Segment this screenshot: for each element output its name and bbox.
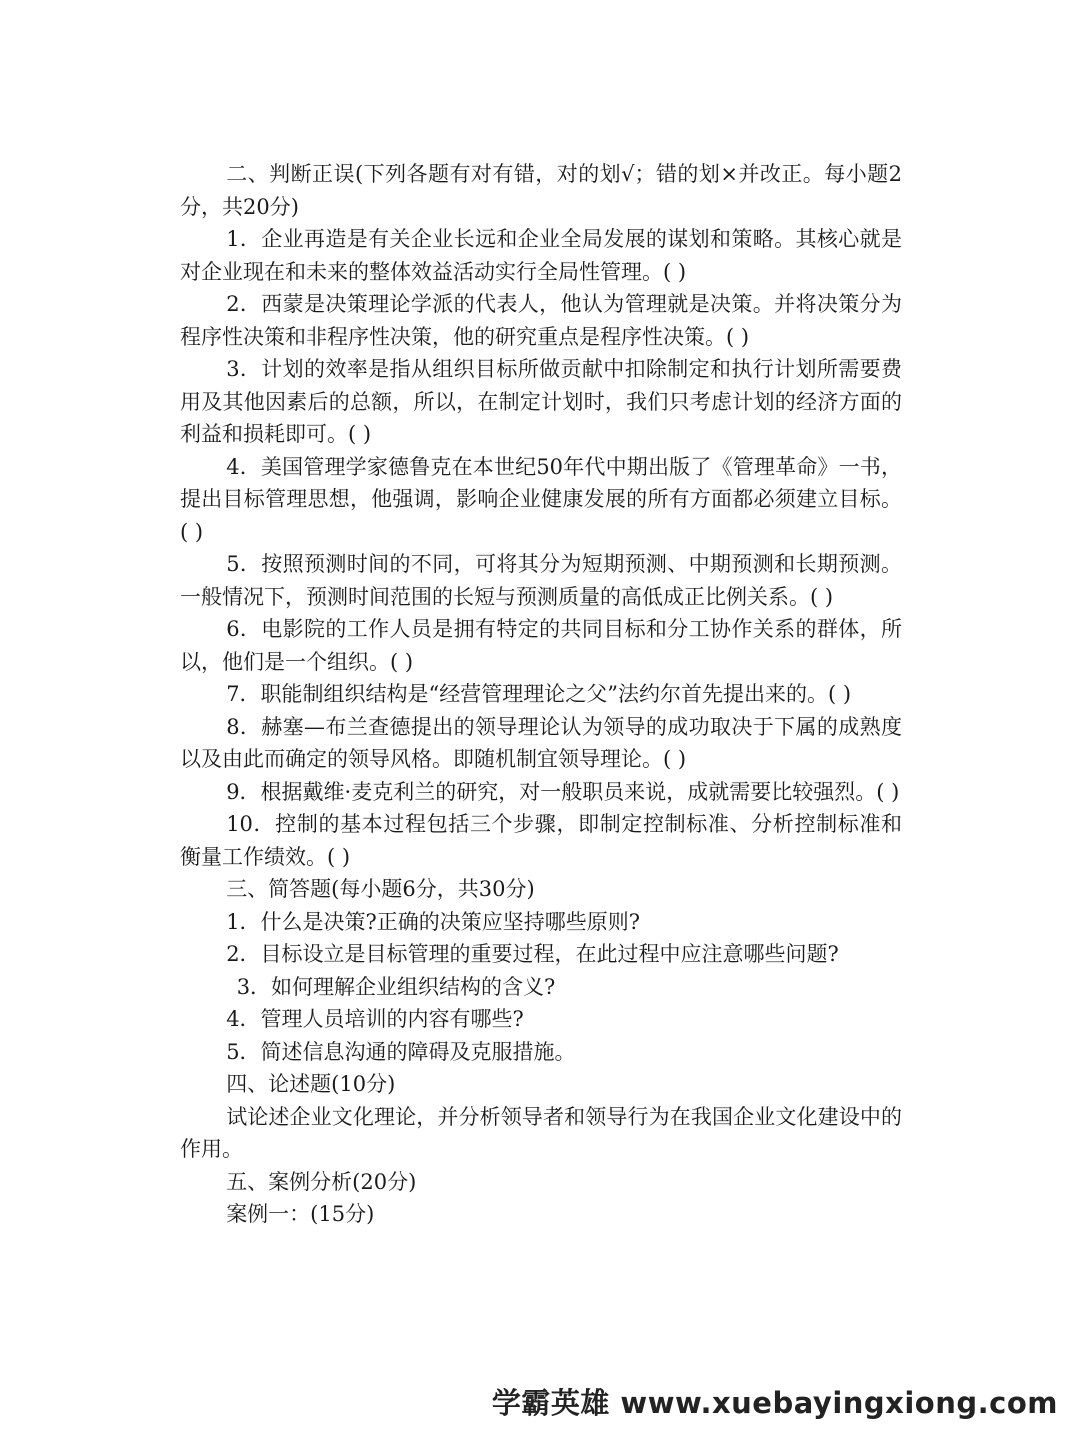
- section2-heading: 二、判断正误(下列各题有对有错，对的划√；错的划×并改正。每小题2分，共20分): [180, 162, 902, 219]
- section2-item-6: 6．电影院的工作人员是拥有特定的共同目标和分工协作关系的群体，所以，他们是一个组织。( ): [180, 617, 902, 674]
- section3-heading: 三、简答题(每小题6分，共30分): [226, 877, 535, 901]
- section4-heading: 四、论述题(10分): [226, 1072, 396, 1096]
- section2-item-10: 10．控制的基本过程包括三个步骤，即制定控制标准、分析控制标准和衡量工作绩效。( ): [180, 812, 902, 869]
- section2-item-2: 2．西蒙是决策理论学派的代表人，他认为管理就是决策。并将决策分为程序性决策和非程序性决策，他的研究重点是程序性决策。( ): [180, 292, 902, 349]
- section2-item-5: 5．按照预测时间的不同，可将其分为短期预测、中期预测和长期预测。一般情况下，预测时间范围的长短与预测质量的高低成正比例关系。( ): [180, 552, 902, 609]
- exam-page: [180, 158, 902, 1231]
- section2-item-4: 4．美国管理学家德鲁克在本世纪50年代中期出版了《管理革命》一书，提出目标管理思想，他强调，影响企业健康发展的所有方面都必须建立目标。( ): [180, 454, 902, 544]
- section3-item-4: 4．管理人员培训的内容有哪些?: [226, 1007, 524, 1031]
- section2-item-8: 8．赫塞—布兰查德提出的领导理论认为领导的成功取决于下属的成熟度以及由此而确定的领导风格。即随机制宜领导理论。( ): [180, 714, 902, 771]
- section3-item-2: 2．目标设立是目标管理的重要过程，在此过程中应注意哪些问题?: [226, 942, 839, 966]
- section2-item-9: 9．根据戴维·麦克利兰的研究，对一般职员来说，成就需要比较强烈。( ): [226, 779, 900, 804]
- section5-case1: 案例一：(15分): [226, 1202, 375, 1226]
- section2-item-1: 1．企业再造是有关企业长远和企业全局发展的谋划和策略。其核心就是对企业现在和未来的整体效益活动实行全局性管理。( ): [180, 227, 902, 284]
- section4-question: 试论述企业文化理论，并分析领导者和领导行为在我国企业文化建设中的作用。: [180, 1104, 902, 1161]
- section3-item-5: 5．简述信息沟通的障碍及克服措施。: [226, 1039, 576, 1064]
- section3-item-1: 1．什么是决策?正确的决策应坚持哪些原则?: [226, 909, 641, 934]
- watermark: 学霸英雄 www.xuebayingxiong.com: [491, 1386, 1058, 1420]
- section2-item-7: 7．职能制组织结构是“经营管理理论之父”法约尔首先提出来的。( ): [226, 682, 852, 706]
- section3-item-3: 3．如何理解企业组织结构的含义?: [236, 974, 556, 999]
- section2-item-3: 3．计划的效率是指从组织目标所做贡献中扣除制定和执行计划所需要费用及其他因素后的总额，所以，在制定计划时，我们只考虑计划的经济方面的利益和损耗即可。( ): [180, 357, 902, 446]
- section5-heading: 五、案例分析(20分): [226, 1169, 417, 1194]
